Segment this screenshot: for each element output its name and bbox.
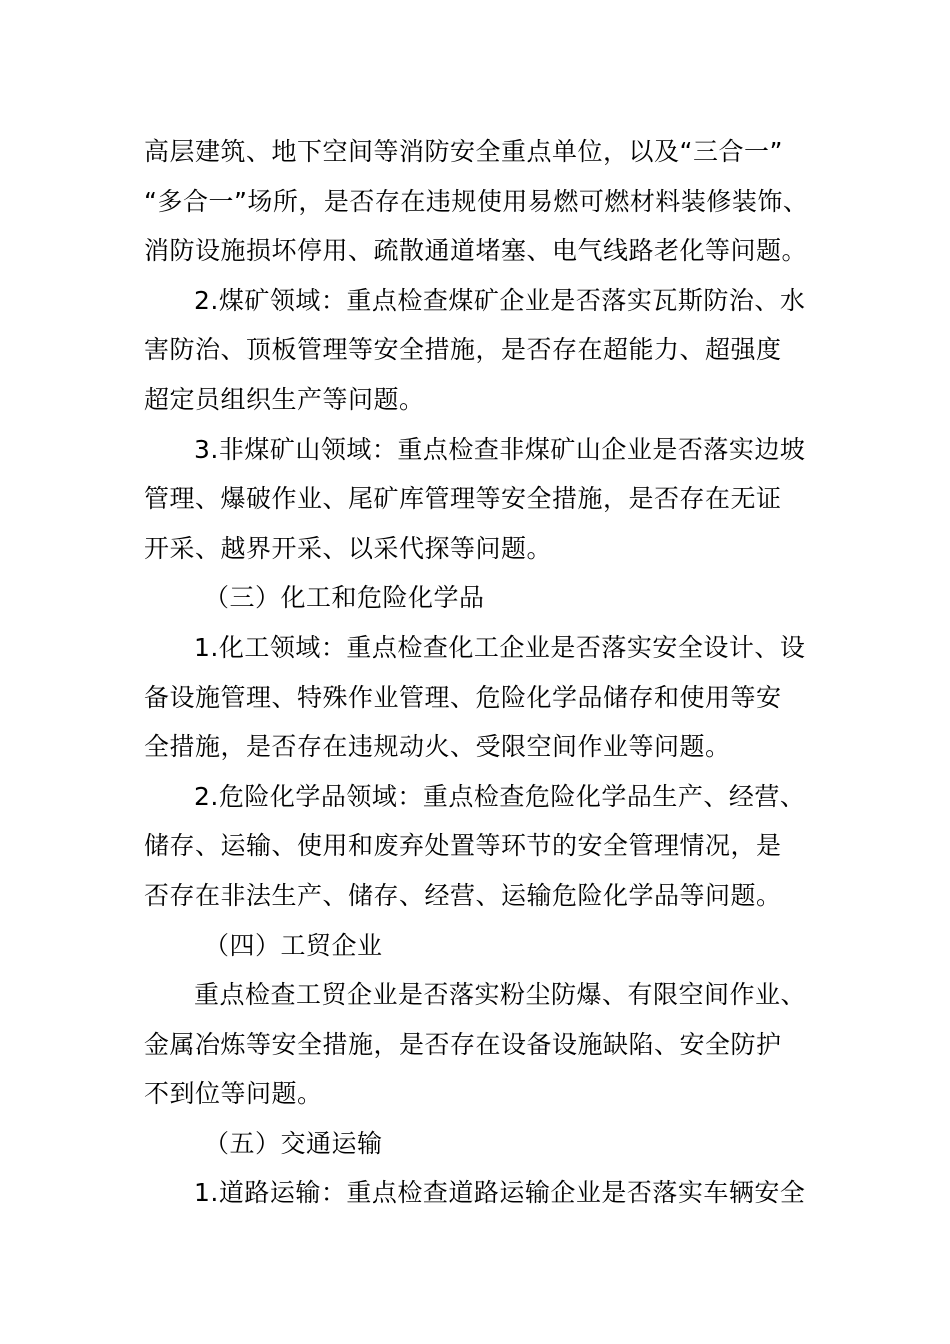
text-line: 管理、爆破作业、尾矿库管理等安全措施，是否存在无证 bbox=[144, 484, 782, 514]
text-line: 全措施，是否存在违规动火、受限空间作业等问题。 bbox=[144, 732, 731, 762]
text-line: 备设施管理、特殊作业管理、危险化学品储存和使用等安 bbox=[144, 682, 782, 712]
text-line: 不到位等问题。 bbox=[144, 1079, 323, 1109]
section-heading-transport: （五）交通运输 bbox=[204, 1128, 383, 1158]
text-line: 害防治、顶板管理等安全措施，是否存在超能力、超强度 bbox=[144, 335, 782, 365]
section-heading-chemical: （三）化工和危险化学品 bbox=[204, 583, 485, 613]
text-line: 开采、越界开采、以采代探等问题。 bbox=[144, 533, 553, 563]
text-line: 超定员组织生产等问题。 bbox=[144, 384, 425, 414]
paragraph-start-coal-mining: 2.煤矿领域：重点检查煤矿企业是否落实瓦斯防治、水 bbox=[194, 285, 806, 315]
paragraph-start-hazardous-chemicals: 2.危险化学品领域：重点检查危险化学品生产、经营、 bbox=[194, 781, 806, 811]
paragraph-start-road-transport: 1.道路运输：重点检查道路运输企业是否落实车辆安全 bbox=[194, 1178, 806, 1208]
section-heading-industry-trade: （四）工贸企业 bbox=[204, 930, 383, 960]
document-body bbox=[144, 127, 824, 1218]
paragraph-start-chemical-industry: 1.化工领域：重点检查化工企业是否落实安全设计、设 bbox=[194, 632, 806, 662]
text-line: 高层建筑、地下空间等消防安全重点单位，以及“三合一” bbox=[144, 137, 783, 166]
paragraph-start-non-coal-mining: 3.非煤矿山领域：重点检查非煤矿山企业是否落实边坡 bbox=[194, 434, 806, 464]
text-line: 否存在非法生产、储存、经营、运输危险化学品等问题。 bbox=[144, 880, 782, 910]
text-line: 金属冶炼等安全措施，是否存在设备设施缺陷、安全防护 bbox=[144, 1029, 782, 1059]
paragraph-start-industry-trade: 重点检查工贸企业是否落实粉尘防爆、有限空间作业、 bbox=[194, 980, 807, 1010]
text-line: 消防设施损坏停用、疏散通道堵塞、电气线路老化等问题。 bbox=[144, 236, 808, 266]
text-line: “多合一”场所，是否存在违规使用易燃可燃材料装修装饰、 bbox=[144, 186, 809, 216]
text-line: 储存、运输、使用和废弃处置等环节的安全管理情况，是 bbox=[144, 831, 782, 861]
